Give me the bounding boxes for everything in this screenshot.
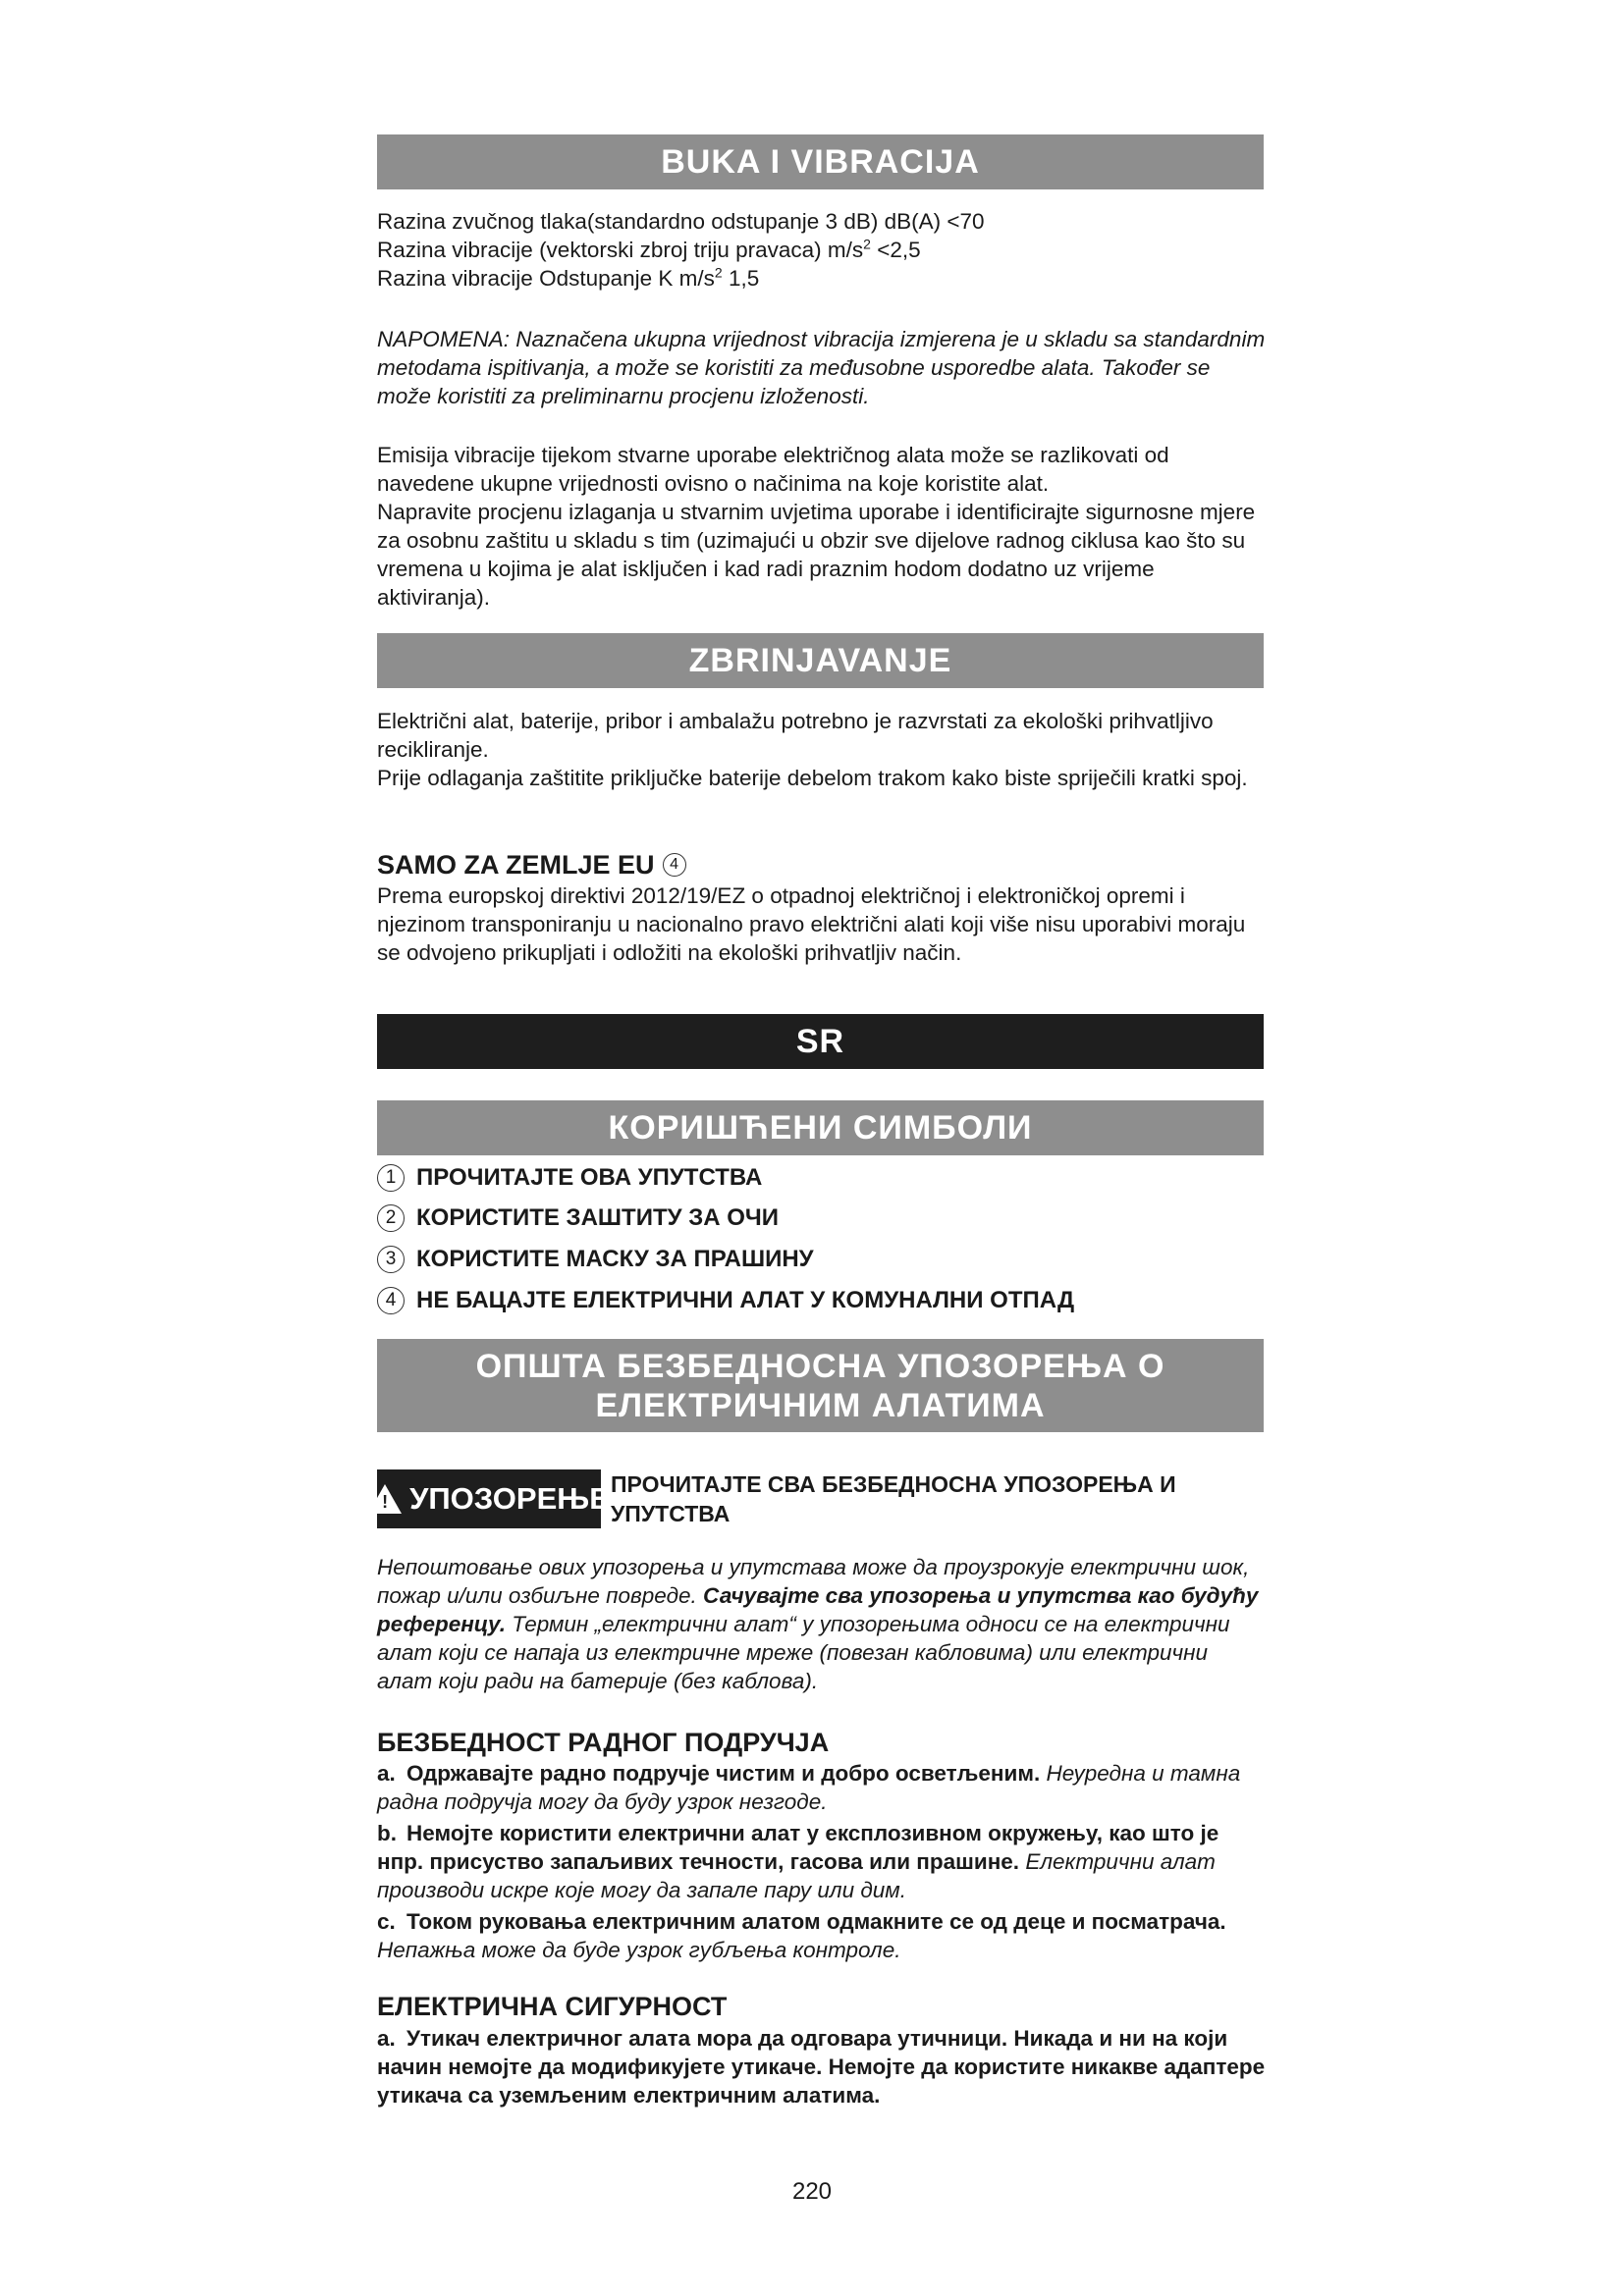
list-item: b. Немојте користити електрични алат у експлозивном окружењу, као што је нпр. присуство запаљивих течности, гасова или прашине. Електрични алат производи искре које могу да запале пару или дим. bbox=[377, 1821, 1219, 1902]
buka-note: NAPOMENA: Naznačena ukupna vrijednost vibracija izmjerena je u skladu sa standardnim metodama ispitivanja, a može se koristiti za međusobne usporedbe alata. Također se može koristiti za preliminarnu procjenu izloženosti. bbox=[377, 327, 1266, 408]
buka-paragraph-2: Napravite procjenu izlaganja u stvarnim uvjetima uporabe i identificirajte sigurnosne mjere za osobnu zaštitu u skladu s tim (uzimajući u obzir sve dijelove radnog ciklusa kao što su vremena u kojima je alat isključen i kad radi praznim hodom dodatno uz vrijeme aktiviranja). bbox=[377, 500, 1256, 610]
warning-triangle-icon: ! bbox=[368, 1484, 402, 1514]
section-banner-general-safety bbox=[377, 1339, 1264, 1432]
section-banner-buka bbox=[377, 134, 1264, 189]
numbered-circle-icon: 3 bbox=[377, 1246, 405, 1273]
symbol-item-disposal: 4 НЕ БАЦАЈТЕ ЕЛЕКТРИЧНИ АЛАТ У КОМУНАЛНИ ОТПАД bbox=[377, 1286, 1074, 1315]
page-number: 220 bbox=[791, 2178, 833, 2205]
work-area-heading: БЕЗБЕДНОСТ РАДНОГ ПОДРУЧЈА bbox=[377, 1728, 830, 1757]
section-title: ZBRINJAVANJE bbox=[688, 642, 952, 679]
list-item: a. Одржавајте радно подручје чистим и добро осветљеним. Неуредна и тамна радна подручја могу да буду узрок незгоде. bbox=[377, 1761, 1241, 1814]
buka-values bbox=[377, 207, 1266, 293]
section-title: КОРИШЋЕНИ СИМБОЛИ bbox=[608, 1109, 1033, 1147]
warning-text: ПРОЧИТАЈТЕ СВА БЕЗБЕДНОСНА УПОЗОРЕЊА И УПУТСТВА bbox=[611, 1471, 1176, 1526]
numbered-circle-icon: 4 bbox=[377, 1287, 405, 1314]
warning-paragraph: Непоштовање ових упозорења и упутстава може да проузрокује електрични шок, пожар и/или озбиљне повреде. Сачувајте сва упозорења и упутства као будућу референцу. Термин „електрични алат“ у упозорењима односи се на електрични алат који се напаја из електричне мреже (повезан кабловима) или електрични алат који ради на батерије (без каблова). bbox=[377, 1555, 1259, 1693]
electrical-safety-heading: ЕЛЕКТРИЧНА СИГУРНОСТ bbox=[377, 1992, 728, 2021]
zbrinjavanje-paragraph-1: Električni alat, baterije, pribor i ambalažu potrebno je razvrstati za ekološki prihvatljivo recikliranje. bbox=[377, 709, 1214, 762]
sound-pressure-line: Razina zvučnog tlaka(standardno odstupanje 3 dB) dB(A) <70 bbox=[377, 209, 985, 234]
eu-heading: SAMO ZA ZEMLJE EU 4 bbox=[377, 849, 686, 881]
section-banner-symbols bbox=[377, 1100, 1264, 1155]
language-code: SR bbox=[795, 1023, 845, 1060]
section-title-line2: ЕЛЕКТРИЧНИМ АЛАТИМА bbox=[595, 1386, 1046, 1424]
vibration-line: Razina vibracije (vektorski zbroj triju pravaca) $m/s^2 <2,5$ bbox=[377, 236, 921, 262]
numbered-circle-icon: 2 bbox=[377, 1204, 405, 1232]
section-banner-zbrinjavanje bbox=[377, 633, 1264, 688]
recycle-bin-symbol-icon: 4 bbox=[663, 853, 686, 877]
numbered-circle-icon: 1 bbox=[377, 1164, 405, 1192]
list-item: c. Током руковања електричним алатом одмакните се од деце и посматрача. Непажња може да буде узрок губљења контроле. bbox=[377, 1909, 1226, 1962]
buka-paragraph-1: Emisija vibracije tijekom stvarne uporabe električnog alata može se razlikovati od navedene ukupne vrijednosti ovisno o načinima na koje koristite alat. bbox=[377, 443, 1169, 496]
language-banner-sr bbox=[377, 1014, 1264, 1069]
warning-badge: ! УПОЗОРЕЊЕ bbox=[377, 1469, 601, 1528]
symbol-item-dust-mask: 3 КОРИСТИТЕ МАСКУ ЗА ПРАШИНУ bbox=[377, 1245, 814, 1274]
list-item: a. Утикач електричног алата мора да одговара утичници. Никада и ни на који начин немојте да модификујете утикаче. Немојте да користите никакве адаптере утикача са уземљеним електричним алатима. bbox=[377, 2026, 1266, 2108]
zbrinjavanje-paragraph-2: Prije odlaganja zaštitite priključke baterije debelom trakom kako biste spriječili kratki spoj. bbox=[377, 766, 1248, 790]
symbol-item-eye-protection: 2 КОРИСТИТЕ ЗАШТИТУ ЗА ОЧИ bbox=[377, 1203, 779, 1233]
symbol-item-read-manual: 1 ПРОЧИТАЈТЕ ОВА УПУТСТВА bbox=[377, 1163, 762, 1193]
section-title-line1: ОПШТА БЕЗБЕДНОСНА УПОЗОРЕЊА О bbox=[475, 1347, 1165, 1385]
vibration-deviation-line: Razina vibracije Odstupanje K $m/s^2$ 1,5 bbox=[377, 264, 760, 291]
section-title: BUKA I VIBRACIJA bbox=[661, 143, 980, 181]
eu-text: Prema europskoj direktivi 2012/19/EZ o otpadnoj električnoj i elektroničkoj opremi i njezinom transponiranju u nacionalno pravo električni alati koji više nisu uporabivi moraju se odvojeno prikupljati i odložiti na ekološki prihvatljiv način. bbox=[377, 883, 1246, 965]
